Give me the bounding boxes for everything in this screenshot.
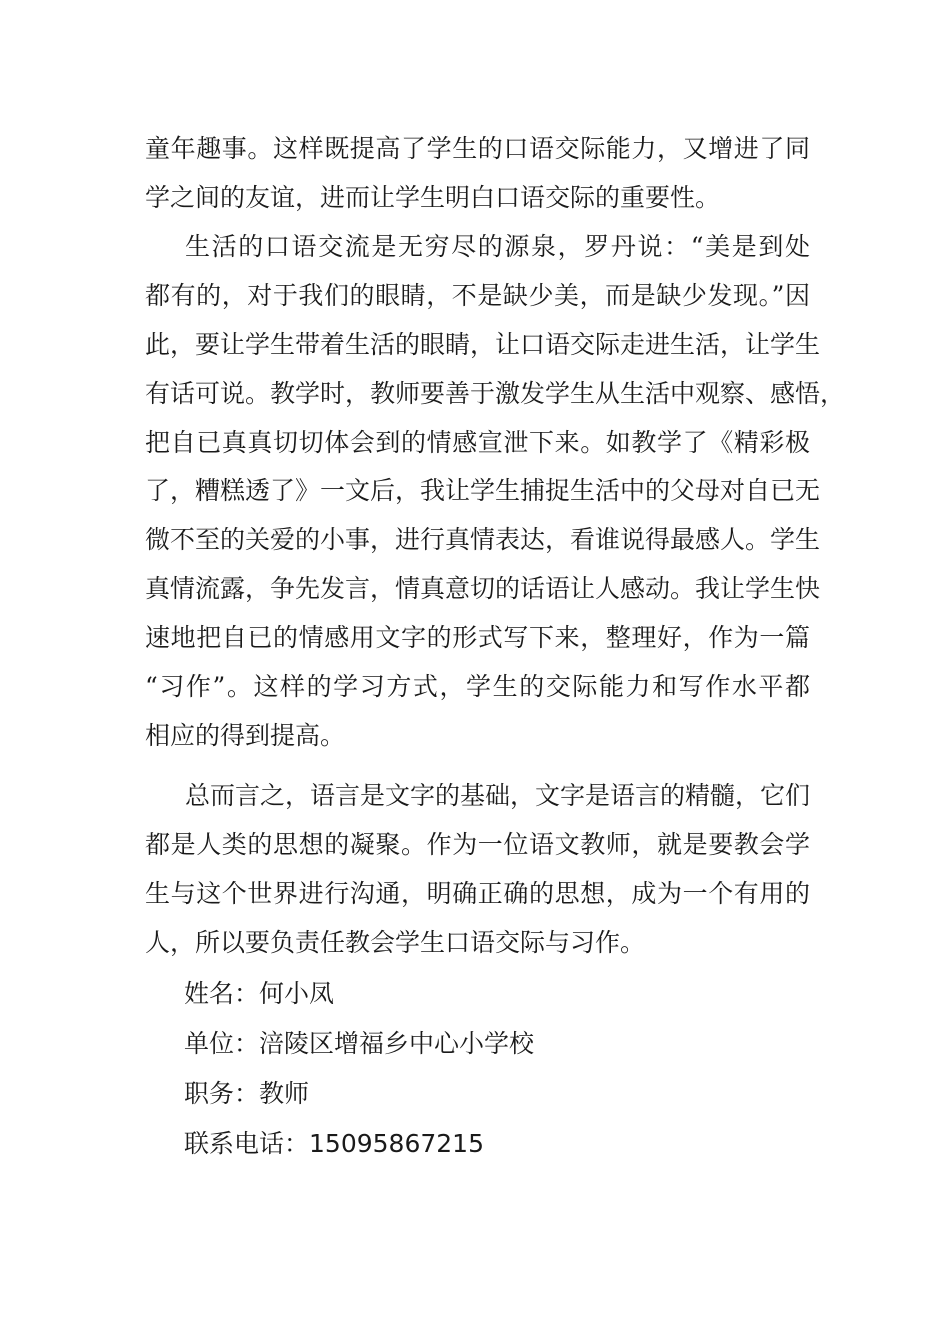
author-phone [184, 1126, 484, 1162]
author-unit-value: 涪陵区增福乡中心小学校 [259, 1029, 535, 1058]
paragraph-line: 生活的口语交流是无穷尽的源泉，罗丹说：“美是到处 [185, 232, 810, 261]
author-phone-label: 联系电话： [184, 1129, 310, 1158]
author-unit [184, 1026, 534, 1062]
paragraph-line: 童年趣事。这样既提高了学生的口语交际能力，又增进了同 [145, 134, 810, 163]
paragraph-line: 总而言之，语言是文字的基础，文字是语言的精髓，它们 [185, 781, 811, 810]
paragraph-line: 真情流露，争先发言，情真意切的话语让人感动。我让学生快 [145, 574, 821, 604]
author-phone-value: 15095867215 [309, 1129, 484, 1158]
paragraph-line: “习作”。这样的学习方式，学生的交际能力和写作水平都 [145, 672, 810, 702]
paragraph-line: 相应的得到提高。 [145, 720, 346, 750]
paragraph-line: 速地把自已的情感用文字的形式写下来，整理好，作为一篇 [145, 623, 810, 653]
paragraph-line: 学之间的友谊，进而让学生明白口语交际的重要性。 [145, 182, 721, 212]
paragraph-1 [145, 125, 810, 223]
author-unit-label: 单位： [184, 1029, 260, 1058]
author-name-value: 何小凤 [259, 979, 335, 1008]
paragraph-line: 人，所以要负责任教会学生口语交际与习作。 [145, 927, 646, 957]
paragraph-line: 生与这个世界进行沟通，明确正确的思想，成为一个有用的 [145, 878, 810, 908]
paragraph-line: 微不至的关爱的小事，进行真情表达，看谁说得最感人。学生 [145, 525, 821, 555]
author-title [184, 1076, 309, 1112]
author-title-value: 教师 [259, 1079, 310, 1108]
paragraph-line: 了，糟糕透了》一文后，我让学生捕捉生活中的父母对自已无 [145, 476, 821, 506]
paragraph-line: 都有的，对于我们的眼睛，不是缺少美，而是缺少发现。”因 [145, 280, 810, 310]
paragraph-3 [145, 772, 810, 968]
paragraph-line: 此，要让学生带着生活的眼睛，让口语交际走进生活，让学生 [145, 329, 821, 359]
paragraph-line: 都是人类的思想的凝聚。作为一位语文教师，就是要教会学 [145, 829, 810, 859]
paragraph-line: 把自已真真切切体会到的情感宣泄下来。如教学了《精彩极 [145, 427, 810, 457]
paragraph-2 [145, 223, 846, 761]
paragraph-line: 有话可说。教学时，教师要善于激发学生从生活中观察、感悟， [145, 378, 846, 408]
author-title-label: 职务： [184, 1079, 260, 1108]
author-name-label: 姓名： [184, 979, 260, 1008]
author-name [184, 976, 334, 1012]
